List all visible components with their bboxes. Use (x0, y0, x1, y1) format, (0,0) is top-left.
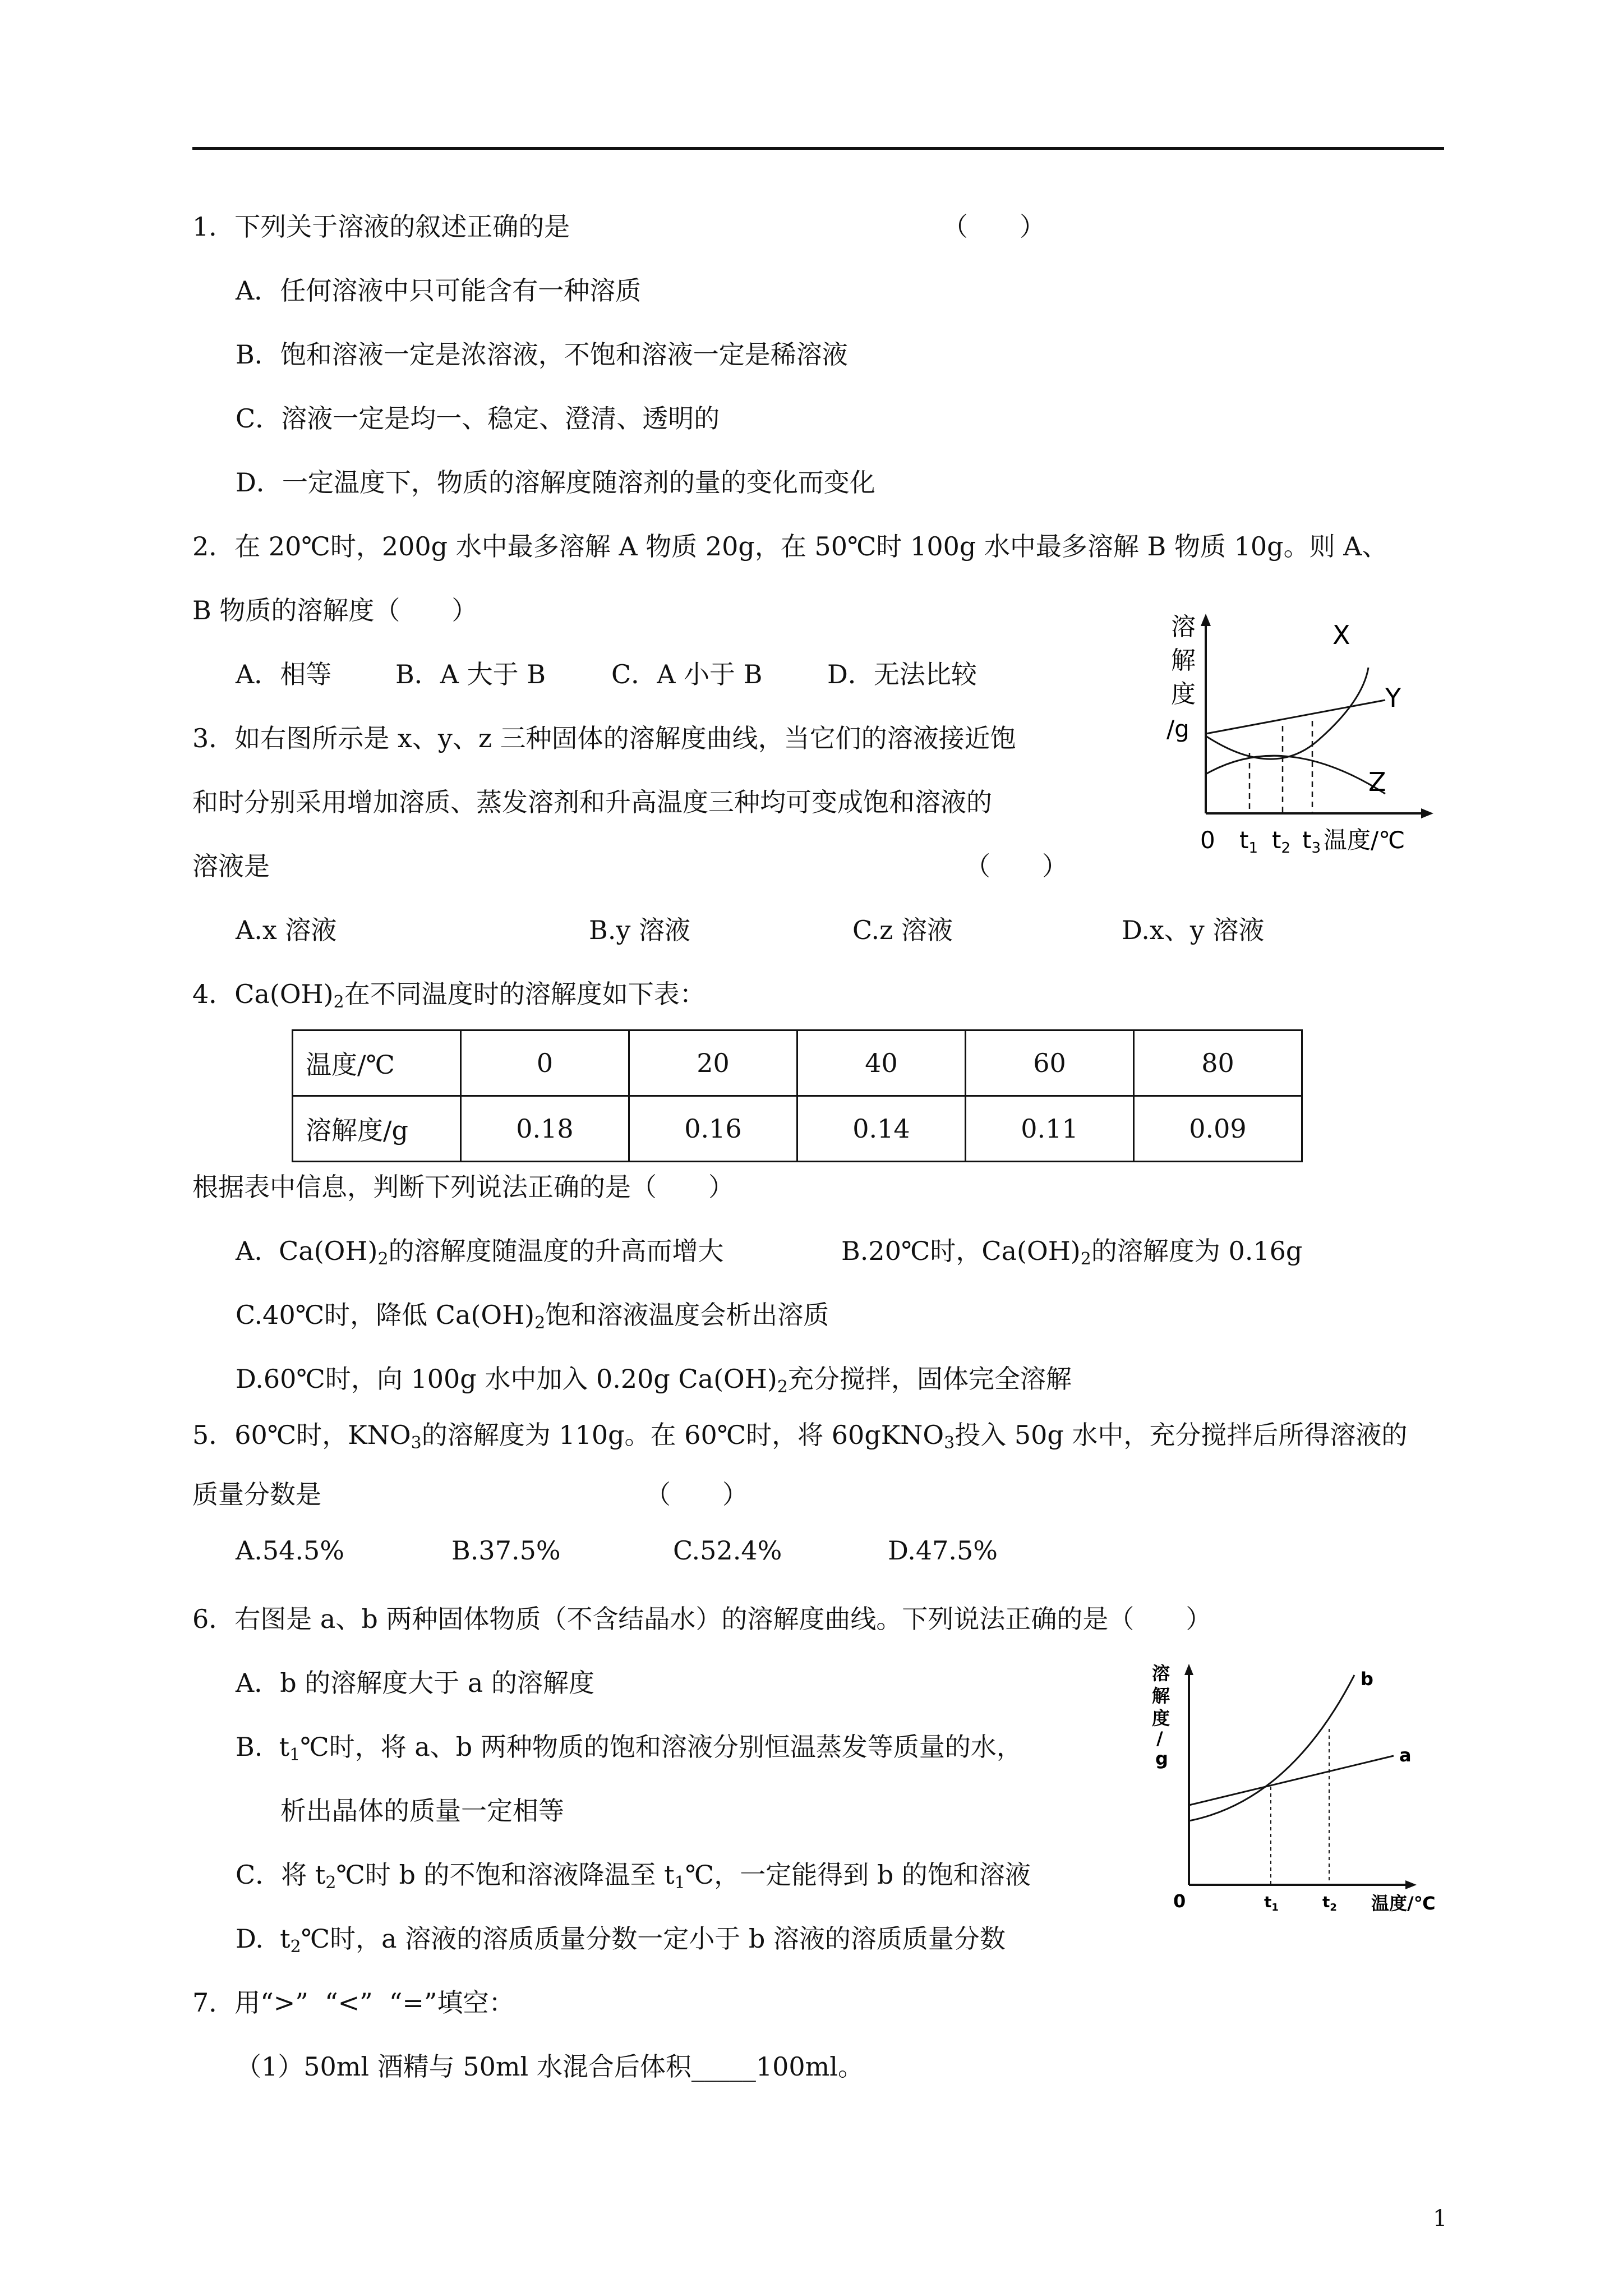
q6-option-c: C．将 $t_2℃$时 b 的不饱和溶液降温至 $t_1℃$，一定能得到 b 的饱和溶液 (236, 1860, 1031, 1893)
q5-stem-line2: 质量分数是 (192, 1479, 321, 1510)
q1-answer-bracket: （ ） (942, 211, 1045, 242)
q3-stem-line2: 和时分别采用增加溶质、蒸发溶剂和升高温度三种均可变成饱和溶液的 (192, 787, 992, 817)
q6-y-axis-arrow (1184, 1664, 1193, 1675)
q1-option-b: B．饱和溶液一定是浓溶液，不饱和溶液一定是稀溶液 (236, 339, 848, 370)
q4-solubility-table (292, 1029, 1303, 1162)
q2-option-a: A．相等 (236, 659, 332, 689)
q6-origin: 0 (1173, 1890, 1186, 1912)
q3-option-b: B.y 溶液 (589, 915, 691, 945)
q6-label-a: a (1399, 1745, 1412, 1766)
q4-option-b: B.20℃时，$Ca(OH)_2$的溶解度为 0.16g (841, 1236, 1303, 1269)
q3-ylabel-2: 解 (1171, 646, 1196, 675)
q2-stem-line1: 2．在 20℃时，200g 水中最多溶解 A 物质 20g，在 50℃时 100g 水中最多溶解 B 物质 10g。则 A、 (192, 531, 1388, 562)
q5-stem-line1: 5．60℃时，$KNO_3$的溶解度为 110g。在 60℃时，将 60gKNO$_3$投入 50g 水中，充分搅拌后所得溶液的 (192, 1420, 1408, 1453)
q4-table-value: 0.09 (1134, 1096, 1302, 1162)
q4-table-temp: 0 (461, 1030, 629, 1096)
q3-tick-t2: t2 (1272, 826, 1291, 857)
q6-label-b: b (1361, 1668, 1373, 1690)
q3-label-y: Y (1385, 683, 1401, 713)
q6-x-axis-arrow (1405, 1880, 1417, 1889)
header-rule (192, 147, 1444, 150)
page-number: 1 (1433, 2206, 1447, 2231)
q1-stem: 1．下列关于溶液的叙述正确的是 (192, 211, 570, 242)
q6-ylabel-5: g (1155, 1748, 1168, 1769)
q6-ylabel-4: / (1156, 1728, 1163, 1749)
q2-option-d: D．无法比较 (827, 659, 977, 689)
q3-tick-t3: t3 (1302, 826, 1321, 857)
q3-option-c: C.z 溶液 (852, 915, 953, 945)
q6-stem: 6．右图是 a、b 两种固体物质（不含结晶水）的溶解度曲线。下列说法正确的是（ ） (192, 1604, 1212, 1634)
q4-table-value: 0.11 (966, 1096, 1134, 1162)
q4-table-temp: 40 (797, 1030, 966, 1096)
q5-answer-bracket: （ ） (645, 1479, 748, 1510)
q6-tick-t1: $t_1$ (1264, 1893, 1279, 1913)
q6-option-a: A．b 的溶解度大于 a 的溶解度 (236, 1668, 594, 1698)
q3-label-z: Z (1368, 767, 1386, 797)
q6-curve-a (1189, 1756, 1394, 1805)
q3-origin: 0 (1200, 826, 1215, 854)
q6-option-d: D. $t_2℃$时，a 溶液的溶质质量分数一定小于 b 溶液的溶质质量分数 (236, 1924, 1006, 1957)
q3-ylabel-1: 溶 (1171, 613, 1196, 641)
q4-table-value: 0.16 (629, 1096, 797, 1162)
q4-table-value: 0.14 (797, 1096, 966, 1162)
q1-option-d: D．一定温度下，物质的溶解度随溶剂的量的变化而变化 (236, 467, 875, 498)
q6-option-b-line2: 析出晶体的质量一定相等 (280, 1796, 564, 1826)
q3-stem-line1: 3．如右图所示是 x、y、z 三种固体的溶解度曲线，当它们的溶液接近饱 (192, 723, 1016, 753)
q2-option-b: B．A 大于 B (395, 659, 546, 689)
q4-table-temp: 80 (1134, 1030, 1302, 1096)
q4-option-a: A. $Ca(OH)_2$的溶解度随温度的升高而增大 (236, 1236, 724, 1269)
q6-option-b: B. $t_1℃$时，将 a、b 两种物质的饱和溶液分别恒温蒸发等质量的水， (236, 1732, 1022, 1765)
q6-tick-t2: $t_2$ (1322, 1893, 1337, 1913)
q6-ylabel-2: 解 (1152, 1685, 1170, 1706)
q4-table-value: 0.18 (461, 1096, 629, 1162)
q3-ylabel-3: 度 (1171, 680, 1196, 708)
q4-ask: 根据表中信息，判断下列说法正确的是（ ） (192, 1172, 734, 1202)
q4-table-temp: 20 (629, 1030, 797, 1096)
q2-stem-line2: B 物质的溶解度（ ） (192, 595, 478, 625)
q3-y-axis-arrow (1201, 614, 1211, 626)
q4-option-d: D.60℃时，向 100g 水中加入 0.20g $Ca(OH)_2$充分搅拌，固体完全溶解 (236, 1364, 1072, 1397)
q7-item-1: （1）50ml 酒精与 50ml 水混合后体积_____100ml。 (236, 2051, 864, 2082)
q6-solubility-graph (1144, 1660, 1458, 1924)
q6-ylabel-3: 度 (1152, 1708, 1170, 1729)
q5-option-a: A.54.5% (236, 1535, 344, 1566)
q3-solubility-graph (1144, 606, 1458, 864)
q5-option-c: C.52.4% (673, 1535, 782, 1566)
q2-option-c: C．A 小于 B (611, 659, 763, 689)
q3-ylabel-4: /g (1166, 715, 1189, 743)
q3-xlabel: 温度/℃ (1324, 826, 1405, 854)
q3-curve-x (1206, 668, 1368, 759)
q3-option-a: A.x 溶液 (236, 915, 337, 945)
q3-option-d: D.x、y 溶液 (1122, 915, 1265, 945)
q3-tick-t1: t1 (1239, 826, 1258, 857)
q3-curve-y (1206, 700, 1385, 734)
q7-stem: 7．用“>” “<” “=”填空： (192, 1987, 515, 2018)
q4-stem: 4．$Ca(OH)_2$在不同温度时的溶解度如下表： (192, 979, 706, 1012)
q4-table-temp: 60 (966, 1030, 1134, 1096)
q4-option-c: C.40℃时，降低 $Ca(OH)_2$饱和溶液温度会析出溶质 (236, 1300, 829, 1333)
q6-ylabel-1: 溶 (1152, 1663, 1170, 1684)
q5-option-d: D.47.5% (888, 1535, 998, 1566)
q3-curve-z (1206, 756, 1385, 794)
q4-table-header-solubility: 溶解度/g (293, 1096, 461, 1162)
q3-label-x: X (1332, 620, 1350, 650)
q4-table-row-temp (293, 1030, 1302, 1096)
q5-option-b: B.37.5% (451, 1535, 561, 1566)
q3-x-axis-arrow (1421, 808, 1433, 818)
q4-table-row-solubility (293, 1096, 1302, 1162)
q6-xlabel: 温度/℃ (1371, 1893, 1436, 1914)
q3-stem-line3: 溶液是 (192, 851, 270, 881)
q1-option-a: A．任何溶液中只可能含有一种溶质 (236, 275, 642, 306)
q1-option-c: C．溶液一定是均一、稳定、澄清、透明的 (236, 403, 720, 434)
q3-answer-bracket: （ ） (965, 851, 1068, 881)
q4-table-header-temp: 温度/℃ (293, 1030, 461, 1096)
